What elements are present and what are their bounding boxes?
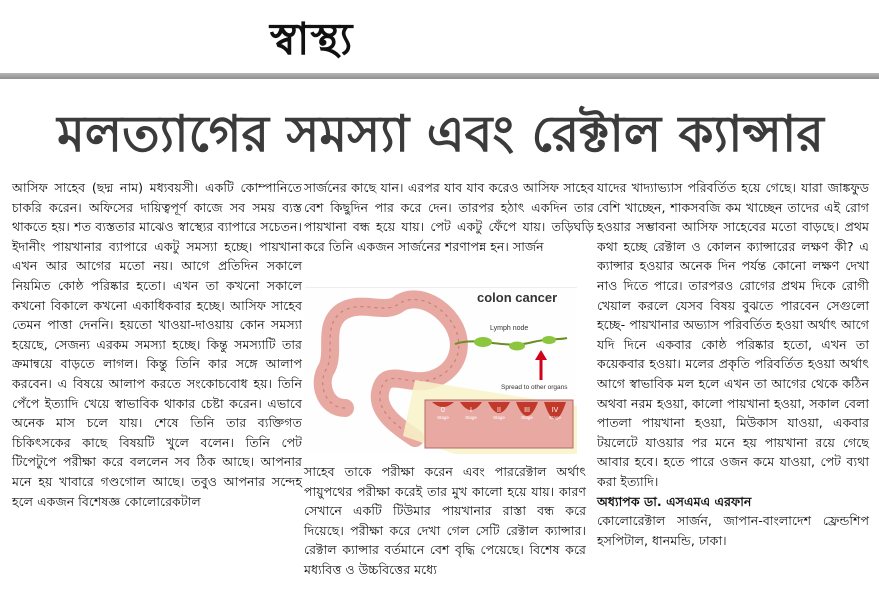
lymph-node-label: Lymph node bbox=[490, 325, 529, 332]
article-headline: মলত্যাগের সমস্যা এবং রেক্টাল ক্যান্সার bbox=[57, 105, 824, 163]
column-1-text: আসিফ সাহেব (ছদ্ম নাম) মধ্যবয়সী। একটি কোম্পানিতে চাকরি করেন। অফিসের দায়িত্বপূর্ণ কাজে সব সময় ব্যস্ত থাকতে হয়। শত ব্যস্ততার মাঝেও স্বাস্থ্যের ব্যাপারে সচেতন। ইদানীং পায়খানার ব্যাপারে একটু সমস্যা হচ্ছে। পায়খানা এখন আর আগের মতো নয়। আগে প্রতিদিন সকালে নিয়মিত কোষ্ঠ পরিষ্কার হতো। এখন তা কখনো সকালে কখনো বিকালে কখনো একাধিকবার হচ্ছে। আসিফ সাহেব তেমন পাত্তা দেননি। হয়তো খাওয়া-দাওয়ায় কোন সমস্যা হয়েছে, সেজন্য এরকম সমস্যা হচ্ছে। কিন্তু সমস্যাটি তার ক্রমান্বয়ে বাড়তে লাগল। কিন্তু তিনি কার সঙ্গে আলাপ করবেন। এ বিষয়ে আলাপ করতে সংকোচবোধ হয়। তিনি পেঁপে ইত্যাদি খেয়ে স্বাভাবিক থাকার চেষ্টা করেন। এভাবে অনেক মাস চলে যায়। শেষে তিনি তার ব্যক্তিগত চিকিৎসকের কাছে বিষয়টি খুলে বলেন। তিনি পেট টিপেটুপে পরীক্ষা করে বললেন সব ঠিক আছে। আপনার মনে হয় খাবারে গণ্ডগোল আছে। তবুও আপনার সন্দেহ হলে একজন বিশেষজ্ঞ কোলোরেকটাল bbox=[12, 180, 302, 509]
article-column-1 bbox=[12, 178, 302, 511]
stage-word-label: Stage bbox=[493, 415, 505, 420]
figure-title: colon cancer bbox=[477, 290, 558, 305]
stage-number-label: II bbox=[497, 407, 501, 414]
lymph-node bbox=[509, 342, 525, 351]
byline-affiliation: কোলোরেক্টাল সার্জন, জাপান-বাংলাদেশ ফ্রেন্ডশিপ হসপিটাল, ধানমন্ডি, ঢাকা। bbox=[597, 513, 869, 548]
stage-word-label: Stage bbox=[549, 415, 561, 420]
section-label: স্বাস্থ্য bbox=[270, 14, 354, 65]
byline-author: অধ্যাপক ডা. এসএমএ এরফান bbox=[597, 493, 752, 509]
section-divider bbox=[0, 73, 879, 79]
spread-label: Spread to other organs bbox=[501, 384, 568, 391]
stage-number-label: 0 bbox=[441, 407, 445, 414]
illustration-svg bbox=[305, 288, 577, 454]
column-2-text-top: সার্জনের কাছে যান। এরপর যাব যাব করেও আসিফ সাহেব বেশ কিছুদিন পার করে দেন। তারপর হঠাৎ একদিন তার পায়খানা বন্ধ হয়ে যায়। পেট একটু ফেঁপে যায়। তড়িঘড়ি করে তিনি একজন সার্জনের শরণাপন্ন হন। সার্জন bbox=[304, 180, 594, 254]
stage-word-label: Stage bbox=[521, 415, 533, 420]
stage-number-label: I bbox=[470, 407, 472, 414]
article-column-3 bbox=[597, 178, 869, 550]
column-3-text: যাদের খাদ্যাভ্যাস পরিবর্তিত হয়ে গেছে। যারা জাঙ্কফুড বেশি খাচ্ছেন, শাকসবজি কম খাচ্ছেন তাদের এই রোগ হওয়ার সম্ভাবনা আসিফ সাহেবের মতো বাড়ছে। প্রথম কথা হচ্ছে রেক্টাল ও কোলন ক্যান্সারের লক্ষণ কী? এ ক্যান্সার হওয়ার অনেক দিন পর্যন্ত কোনো লক্ষণ দেখা নাও দিতে পারে। তারপরও রোগের প্রথম দিকে রোগী খেয়াল করলে যেসব বিষয় বুঝতে পারবেন সেগুলো হচ্ছে- পায়খানার অভ্যাস পরিবর্তিত হওয়া অর্থাৎ আগে যদি দিনে একবার কোষ্ঠ পরিষ্কার হতো, এখন তা কয়েকবার হওয়া। মলের প্রকৃতি পরিবর্তিত হওয়া অর্থাৎ আগে স্বাভাবিক মল হলে এখন তা আগের থেকে কঠিন অথবা নরম হওয়া, কালো পায়খানা হওয়া, সকাল বেলা পাতলা পায়খানা হওয়া, মিউকাস যাওয়া, একবার টয়লেটে যাওয়ার পর মনে হয় পায়খানা রয়ে গেছে আবার হবে। হতে পারে ওজন কমে যাওয়া, পেট ব্যথা করা ইত্যাদি। bbox=[597, 180, 869, 489]
lymph-node bbox=[542, 336, 556, 344]
stage-number-label: IV bbox=[551, 407, 559, 414]
colon-cancer-illustration bbox=[305, 287, 577, 454]
stage-number-label: III bbox=[524, 407, 530, 414]
lymph-node bbox=[474, 337, 492, 347]
spread-arrow bbox=[535, 350, 547, 360]
column-2-text-bottom: সাহেব তাকে পরীক্ষা করেন এবং পাররেক্টাল অর্থাৎ পায়ুপথের পরীক্ষা করেই তার মুখ কালো হয়ে যায়। কারণ সেখানে একটি টিউমার পায়খানার রাস্তা বন্ধ করে দিয়েছে। পরীক্ষা করে দেখা গেল সেটি রেক্টাল ক্যান্সার। রেক্টাল ক্যান্সার বর্তমানে বেশ বৃদ্ধি পেয়েছে। বিশেষ করে মধ্যবিত্ত ও উচ্চবিত্তের মধ্যে bbox=[304, 464, 586, 577]
stage-word-label: Stage bbox=[437, 415, 449, 420]
stage-word-label: Stage bbox=[465, 415, 477, 420]
